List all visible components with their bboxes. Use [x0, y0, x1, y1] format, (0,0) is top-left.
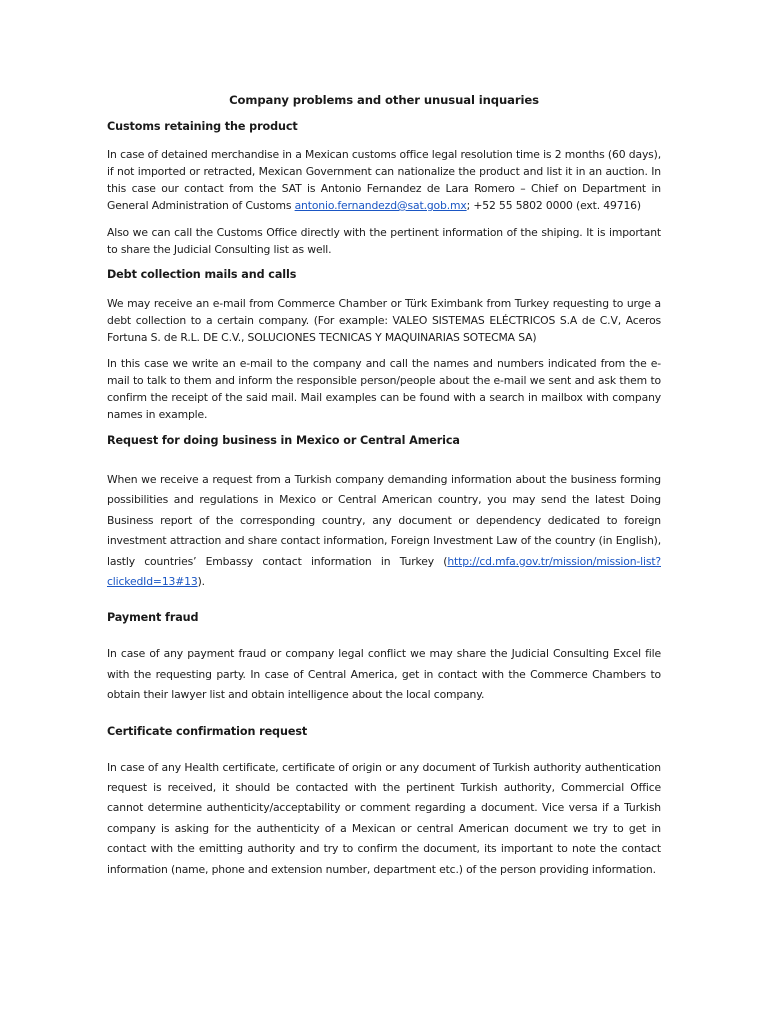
- paragraph-debt-1: We may receive an e-mail from Commerce Chamber or Türk Eximbank from Turkey requesting to urge a debt collection to a certain company. (For example: VALEO SISTEMAS ELÉCTRICOS S.A de C.V, Aceros Fortuna S. de R.L. DE C.V., SOLUCIONES TECNICAS Y MAQUINARIAS SOTECMA SA): [107, 297, 661, 344]
- customs-contact-email-link[interactable]: antonio.fernandezd@sat.gob.mx: [294, 199, 467, 212]
- paragraph-customs-1-text: In case of detained merchandise in a Mexican customs office legal resolution time is 2 months (60 days), if not imported or retracted, Mexican Government can nationalize the product and list it in an auction. In this case our contact from the SAT is Antonio Fernandez de Lara Romero – Chief on Department in General Administration of Customs: [107, 148, 661, 212]
- heading-payment-fraud: Payment fraud: [107, 611, 199, 625]
- paragraph-business-1: [107, 470, 661, 592]
- paragraph-customs-2: Also we can call the Customs Office directly with the pertinent information of the shiping. It is important to share the Judicial Consulting list as well.: [107, 226, 661, 256]
- paragraph-certificate: In case of any Health certificate, certificate of origin or any document of Turkish authority authentication request is received, it should be contacted with the pertinent Turkish authority, Commercial Office cannot determine authenticity/acceptability or comment regarding a document. Vice versa if a Turkish company is asking for the authenticity of a Mexican or central American document we try to get in contact with the emitting authority and try to confirm the document, its important to note the contact information (name, phone and extension number, department etc.) of the person providing information.: [107, 760, 661, 876]
- paragraph-debt-2: In this case we write an e-mail to the company and call the names and numbers indicated from the e-mail to talk to them and inform the responsible person/people about the e-mail we sent and ask them to confirm the receipt of the said mail. Mail examples can be found with a search in mailbox with company names in example.: [107, 357, 661, 421]
- heading-business: Request for doing business in Mexico or Central America: [107, 434, 460, 447]
- paragraph-payment-fraud: In case of any payment fraud or company legal conflict we may share the Judicial Consulting Excel file with the requesting party. In case of Central America, get in contact with the Commerce Chambers to obtain their lawyer list and obtain intelligence about the local company.: [107, 647, 661, 702]
- paragraph-customs-1-tail: ; +52 55 5802 0000 (ext. 49716): [466, 199, 641, 212]
- heading-certificate: Certificate confirmation request: [107, 724, 308, 738]
- paragraph-business-1-text: When we receive a request from a Turkish company demanding information about the business forming possibilities and regulations in Mexico or Central American country, you may send the latest Doing Business report of the corresponding country, any document or dependency dedicated to foreign investment attraction and share contact information, Foreign Investment Law of the country (in English), lastly countries’ Embassy contact information in Turkey (: [107, 473, 661, 568]
- document-title: Company problems and other unusual inquaries: [229, 93, 539, 107]
- paragraph-business-1-tail: ).: [197, 575, 205, 589]
- mfa-mission-list-link[interactable]: http://cd.mfa.gov.tr/mission/mission-list?clickedId=13#13: [107, 554, 661, 589]
- document-page: [107, 90, 661, 880]
- paragraph-customs-1: [107, 146, 661, 214]
- heading-customs: Customs retaining the product: [107, 120, 298, 133]
- heading-debt: Debt collection mails and calls: [107, 268, 297, 281]
